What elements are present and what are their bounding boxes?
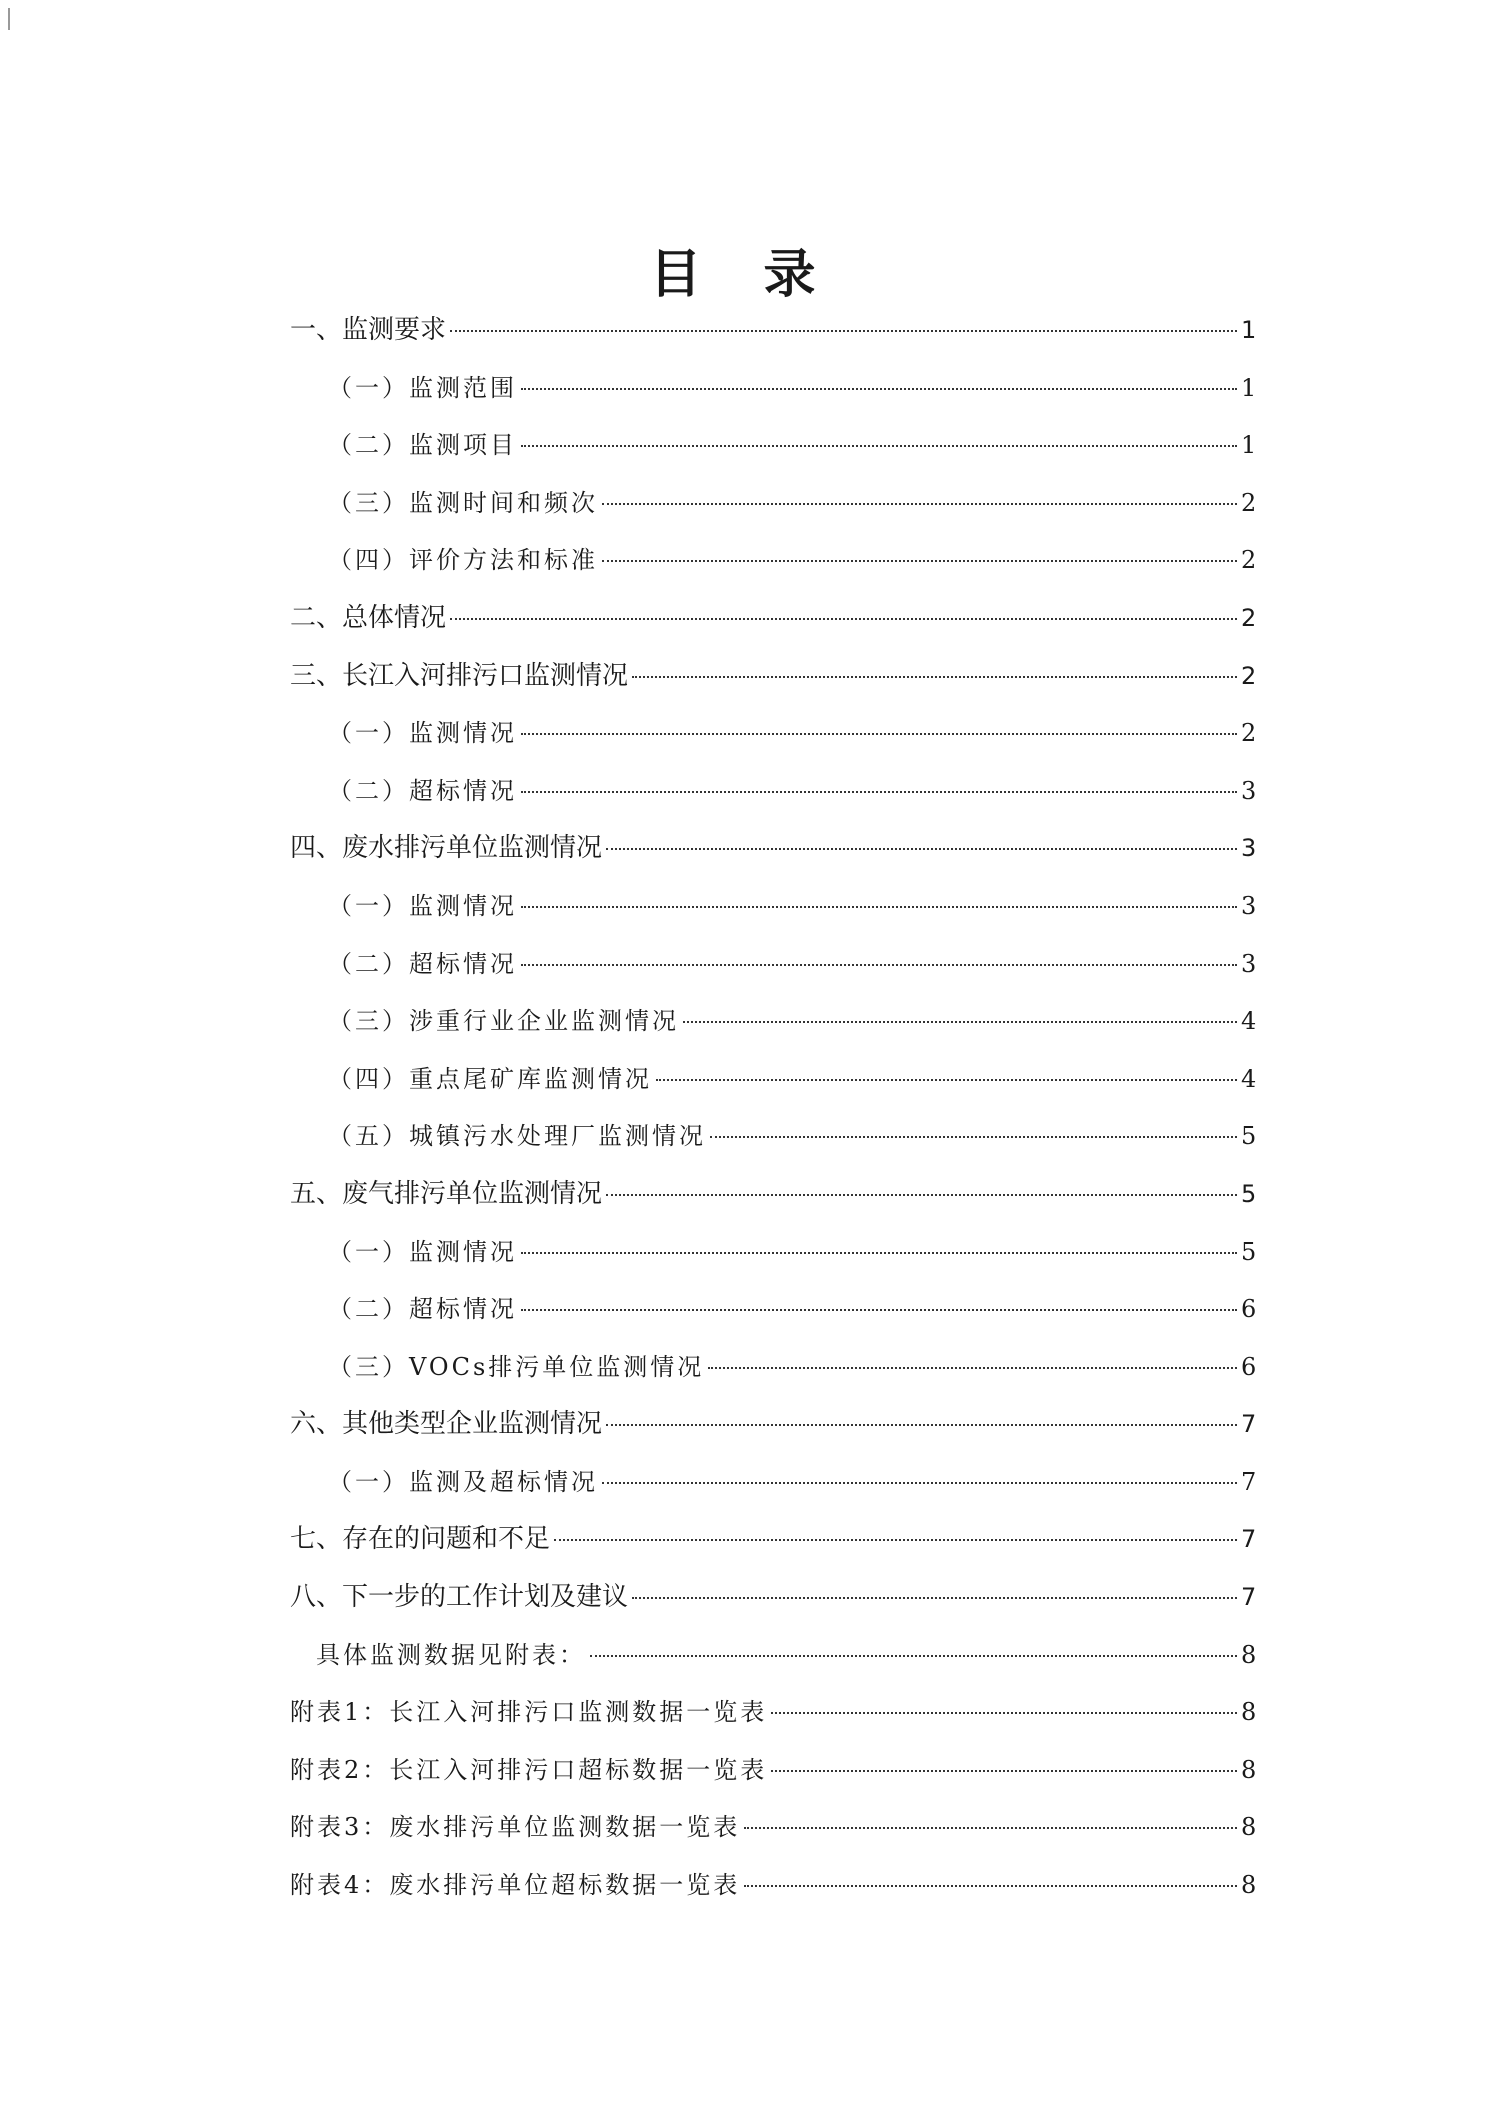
toc-entry-label: （三）VOCs排污单位监测情况	[328, 1352, 705, 1381]
dot-leader	[632, 676, 1237, 678]
toc-entry-label: （一）监测情况	[328, 1237, 517, 1266]
dot-leader	[521, 733, 1237, 735]
toc-entry[interactable]	[290, 302, 1255, 360]
toc-entry[interactable]	[290, 1224, 1255, 1282]
toc-entry[interactable]	[290, 993, 1255, 1051]
toc-page-number: 5	[1241, 1122, 1257, 1151]
toc-entry[interactable]	[290, 532, 1255, 590]
toc-page-number: 1	[1241, 316, 1257, 344]
toc-entry-label: （四）重点尾矿库监测情况	[328, 1064, 652, 1093]
toc-entry[interactable]	[290, 1627, 1255, 1685]
dot-leader	[521, 1252, 1237, 1254]
dot-leader	[521, 1309, 1237, 1311]
toc-entry[interactable]	[290, 417, 1255, 475]
table-of-contents	[290, 302, 1255, 1915]
dot-leader	[606, 848, 1237, 850]
toc-page-number: 7	[1241, 1410, 1257, 1439]
toc-entry-label: 附表4：废水排污单位超标数据一览表	[290, 1871, 741, 1900]
toc-entry-label: （一）监测范围	[328, 373, 517, 402]
toc-entry[interactable]	[290, 936, 1255, 994]
toc-page-number: 7	[1241, 1467, 1257, 1496]
toc-entry[interactable]	[290, 360, 1255, 418]
toc-page-number: 8	[1241, 1813, 1257, 1842]
toc-entry[interactable]	[290, 475, 1255, 533]
dot-leader	[771, 1712, 1237, 1714]
toc-entry-label: （二）超标情况	[328, 776, 517, 805]
toc-page-number: 8	[1241, 1698, 1257, 1727]
toc-entry[interactable]	[290, 878, 1255, 936]
toc-entry[interactable]	[290, 763, 1255, 821]
dot-leader	[744, 1827, 1237, 1829]
dot-leader	[450, 330, 1237, 332]
toc-entry-label: 附表2：长江入河排污口超标数据一览表	[290, 1755, 768, 1784]
dot-leader	[710, 1136, 1237, 1138]
toc-page-number: 8	[1241, 1871, 1257, 1900]
dot-leader	[683, 1021, 1237, 1023]
toc-entry[interactable]	[290, 1511, 1255, 1569]
toc-page-number: 5	[1241, 1237, 1257, 1266]
toc-entry-label: 五、废气排污单位监测情况	[290, 1178, 603, 1209]
toc-page-number: 3	[1241, 949, 1257, 978]
toc-entry-label: （五）城镇污水处理厂监测情况	[328, 1122, 706, 1151]
dot-leader	[602, 1482, 1237, 1484]
toc-entry[interactable]	[290, 1166, 1255, 1224]
toc-title: 目 录	[649, 245, 838, 305]
toc-entry[interactable]	[290, 1569, 1255, 1627]
toc-entry-label: 六、其他类型企业监测情况	[290, 1409, 603, 1440]
toc-entry-label: （四）评价方法和标准	[328, 546, 598, 575]
toc-entry[interactable]	[290, 1339, 1255, 1397]
toc-entry-label: 四、废水排污单位监测情况	[290, 833, 603, 864]
dot-leader	[708, 1367, 1237, 1369]
dot-leader	[606, 1194, 1237, 1196]
toc-entry-label: （二）超标情况	[328, 1295, 517, 1324]
dot-leader	[771, 1770, 1237, 1772]
toc-page-number: 2	[1241, 488, 1257, 517]
toc-entry[interactable]	[290, 648, 1255, 706]
toc-page-number: 6	[1241, 1295, 1257, 1324]
toc-page-number: 4	[1241, 1007, 1257, 1036]
toc-page-number: 3	[1241, 834, 1257, 863]
dot-leader	[656, 1079, 1237, 1081]
toc-entry[interactable]	[290, 820, 1255, 878]
dot-leader	[744, 1885, 1237, 1887]
toc-entry-label: 附表3：废水排污单位监测数据一览表	[290, 1813, 741, 1842]
toc-entry-label: 二、总体情况	[290, 602, 447, 633]
toc-entry-label: （一）监测情况	[328, 719, 517, 748]
toc-entry-label: 具体监测数据见附表：	[316, 1640, 586, 1669]
toc-entry-label: 附表1：长江入河排污口监测数据一览表	[290, 1698, 768, 1727]
toc-entry-label: （三）监测时间和频次	[328, 488, 598, 517]
toc-entry[interactable]	[290, 1742, 1255, 1800]
toc-page-number: 8	[1241, 1640, 1257, 1669]
toc-entry-label: 三、长江入河排污口监测情况	[290, 660, 629, 691]
toc-page-number: 1	[1241, 431, 1257, 460]
toc-entry[interactable]	[290, 1281, 1255, 1339]
toc-page-number: 6	[1241, 1352, 1257, 1381]
dot-leader	[450, 618, 1237, 620]
toc-entry-label: （二）监测项目	[328, 431, 517, 460]
toc-entry[interactable]	[290, 1684, 1255, 1742]
toc-page-number: 3	[1241, 776, 1257, 805]
toc-page-number: 8	[1241, 1755, 1257, 1784]
toc-entry-label: （二）超标情况	[328, 949, 517, 978]
toc-page-number: 7	[1241, 1525, 1257, 1554]
dot-leader	[602, 560, 1237, 562]
toc-entry-label: （一）监测情况	[328, 891, 517, 920]
toc-page-number: 5	[1241, 1179, 1257, 1208]
toc-entry[interactable]	[290, 1454, 1255, 1512]
dot-leader	[521, 791, 1237, 793]
toc-page-number: 2	[1241, 603, 1257, 632]
toc-entry-label: （一）监测及超标情况	[328, 1467, 598, 1496]
toc-entry[interactable]	[290, 1799, 1255, 1857]
dot-leader	[602, 503, 1237, 505]
toc-entry[interactable]	[290, 1396, 1255, 1454]
toc-page-number: 1	[1241, 373, 1257, 402]
toc-entry-label: 七、存在的问题和不足	[290, 1524, 551, 1555]
toc-entry-label: 八、下一步的工作计划及建议	[290, 1582, 629, 1613]
toc-entry[interactable]	[290, 705, 1255, 763]
dot-leader	[632, 1597, 1237, 1599]
toc-entry[interactable]	[290, 1051, 1255, 1109]
toc-entry-label: 一、监测要求	[290, 315, 447, 345]
dot-leader	[521, 964, 1237, 966]
dot-leader	[521, 388, 1237, 390]
dot-leader	[554, 1539, 1237, 1541]
toc-page-number: 3	[1241, 891, 1257, 920]
toc-entry[interactable]	[290, 590, 1255, 648]
dot-leader	[606, 1424, 1237, 1426]
toc-entry[interactable]	[290, 1857, 1255, 1915]
toc-page-number: 2	[1241, 546, 1257, 575]
toc-entry-label: （三）涉重行业企业监测情况	[328, 1007, 679, 1036]
toc-page-number: 2	[1241, 661, 1257, 690]
dot-leader	[521, 906, 1237, 908]
toc-page-number: 2	[1241, 719, 1257, 748]
dot-leader	[521, 445, 1237, 447]
scan-mark	[8, 8, 10, 30]
toc-page-number: 7	[1241, 1583, 1257, 1612]
toc-entry[interactable]	[290, 1108, 1255, 1166]
toc-page-number: 4	[1241, 1064, 1257, 1093]
dot-leader	[590, 1655, 1237, 1657]
